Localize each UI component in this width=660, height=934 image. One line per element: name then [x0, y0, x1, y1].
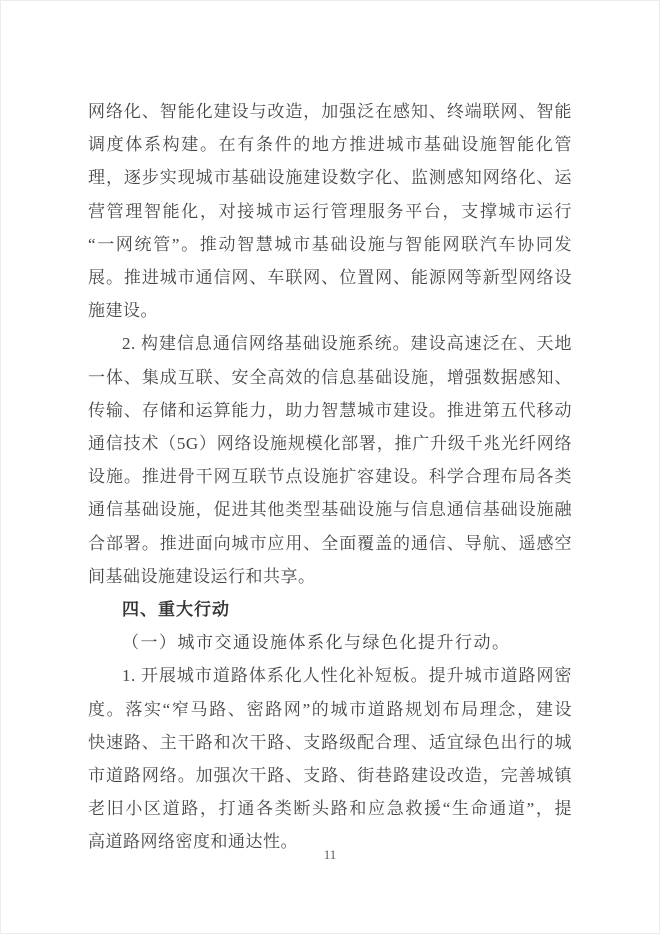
text-line: 高道路网络密度和通达性。 — [88, 832, 298, 852]
text-line: 市道路网络。加强次干路、支路、街巷路建设改造，完善城镇 — [88, 766, 572, 786]
text-line: 展。推进城市通信网、车联网、位置网、能源网等新型网络设 — [88, 268, 572, 288]
text-line: 一体、集成互联、安全高效的信息基础设施，增强数据感知、 — [88, 367, 572, 387]
text-line: 调度体系构建。在有条件的地方推进城市基础设施智能化管 — [88, 135, 572, 155]
text-line: 网络化、智能化建设与改造，加强泛在感知、终端联网、智能 — [88, 102, 572, 121]
text-line: 营管理智能化，对接城市运行管理服务平台，支撑城市运行 — [88, 201, 572, 221]
text-line: “一网统管”。推动智慧城市基础设施与智能网联汽车协同发 — [88, 234, 572, 254]
text-line: 度。落实“窄马路、密路网”的城市道路规划布局理念，建设 — [88, 699, 572, 719]
text-line: 老旧小区道路，打通各类断头路和应急救援“生命通道”，提 — [88, 799, 572, 819]
text-line: 间基础设施建设运行和共享。 — [88, 566, 316, 586]
text-line: 合部署。推进面向城市应用、全面覆盖的通信、导航、遥感空 — [88, 533, 572, 553]
text-line: 设施。推进骨干网互联节点设施扩容建设。科学合理布局各类 — [88, 467, 572, 487]
text-line: 通信技术（5G）网络设施规模化部署，推广升级千兆光纤网络 — [88, 434, 572, 454]
text-line: 施建设。 — [88, 301, 158, 321]
subsection-heading: （一）城市交通设施体系化与绿色化提升行动。 — [122, 633, 511, 653]
text-line: 1. 开展城市道路体系化人性化补短板。提升城市道路网密 — [122, 666, 572, 686]
document-text-block — [88, 95, 572, 859]
text-line: 2. 构建信息通信网络基础设施系统。建设高速泛在、天地 — [122, 334, 572, 354]
page-number: 11 — [323, 847, 337, 862]
section-heading: 四、重大行动 — [122, 600, 230, 620]
text-line: 通信基础设施，促进其他类型基础设施与信息通信基础设施融 — [88, 500, 572, 520]
text-line: 传输、存储和运算能力，助力智慧城市建设。推进第五代移动 — [88, 400, 572, 420]
text-line: 快速路、主干路和次干路、支路级配合理、适宜绿色出行的城 — [88, 732, 572, 752]
text-line: 理，逐步实现城市基础设施建设数字化、监测感知网络化、运 — [88, 168, 572, 188]
